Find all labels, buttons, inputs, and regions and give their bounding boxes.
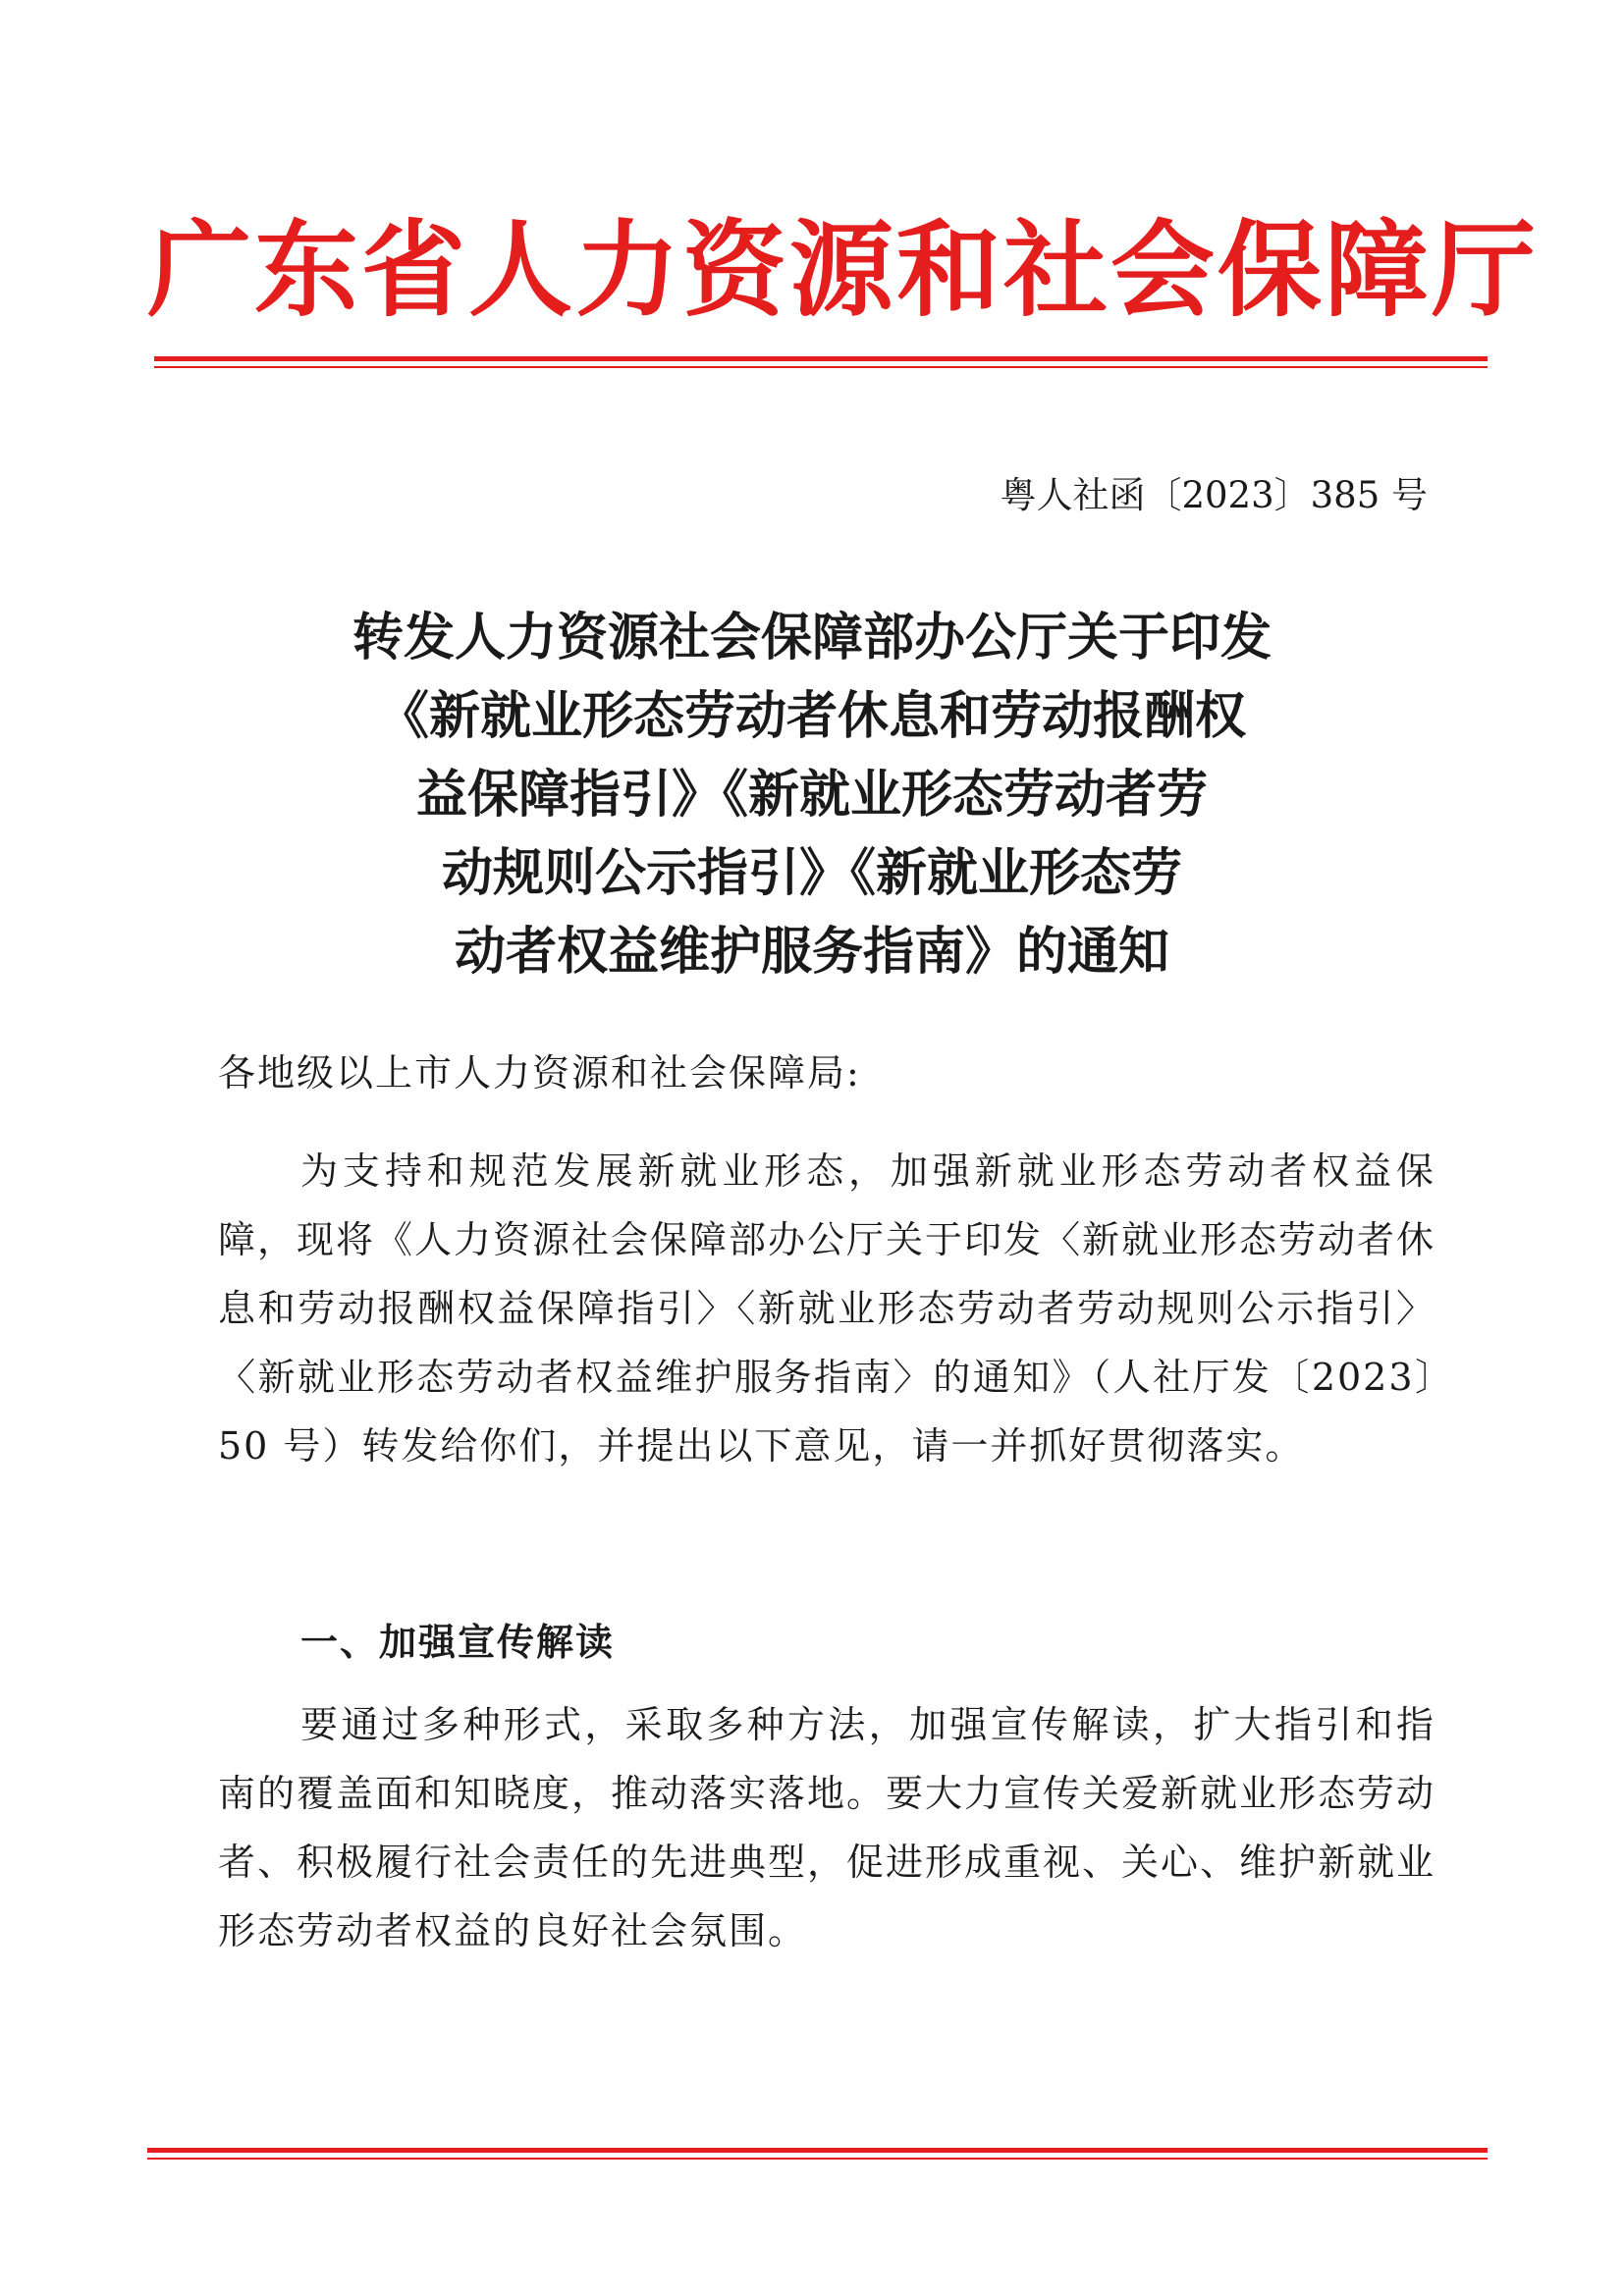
letterhead-divider-thin [154, 366, 1488, 368]
salutation: 各地级以上市人力资源和社会保障局: [218, 1051, 861, 1095]
title-line: 动规则公示指引》《新就业形态劳 [441, 843, 1182, 903]
document-title [196, 599, 1428, 991]
title-line: 《新就业形态劳动者休息和劳动报酬权 [377, 686, 1246, 746]
intro-paragraph: 为支持和规范发展新就业形态，加强新就业形态劳动者权益保障，现将《人力资源社会保障部办公厅关于印发〈新就业形态劳动者休息和劳动报酬权益保障指引〉〈新就业形态劳动者劳动规则公示指引〉〈新就业形态劳动者权益维护服务指南〉的通知》（人社厅发〔2023〕50 号）转发给你们，并提出以下意见，请一并抓好贯彻落实。 [218, 1149, 1436, 1468]
title-line: 转发人力资源社会保障部办公厅关于印发 [352, 608, 1272, 667]
title-line: 益保障指引》《新就业形态劳动者劳 [415, 765, 1208, 825]
footer-divider-thick [147, 2148, 1488, 2153]
footer-divider-thin [147, 2158, 1488, 2160]
section-paragraph: 要通过多种形式，采取多种方法，加强宣传解读，扩大指引和指南的覆盖面和知晓度，推动落实落地。要大力宣传关爱新就业形态劳动者、积极履行社会责任的先进典型，促进形成重视、关心、维护新就业形态劳动者权益的良好社会氛围。 [218, 1703, 1436, 1952]
title-line: 动者权益维护服务指南》的通知 [454, 922, 1169, 982]
letterhead-title: 广东省人力资源和社会保障厅 [147, 208, 1539, 331]
section-heading: 一、加强宣传解读 [300, 1621, 616, 1664]
document-number: 粤人社函〔2023〕385 号 [1000, 474, 1428, 516]
letterhead-divider-thick [154, 356, 1488, 361]
